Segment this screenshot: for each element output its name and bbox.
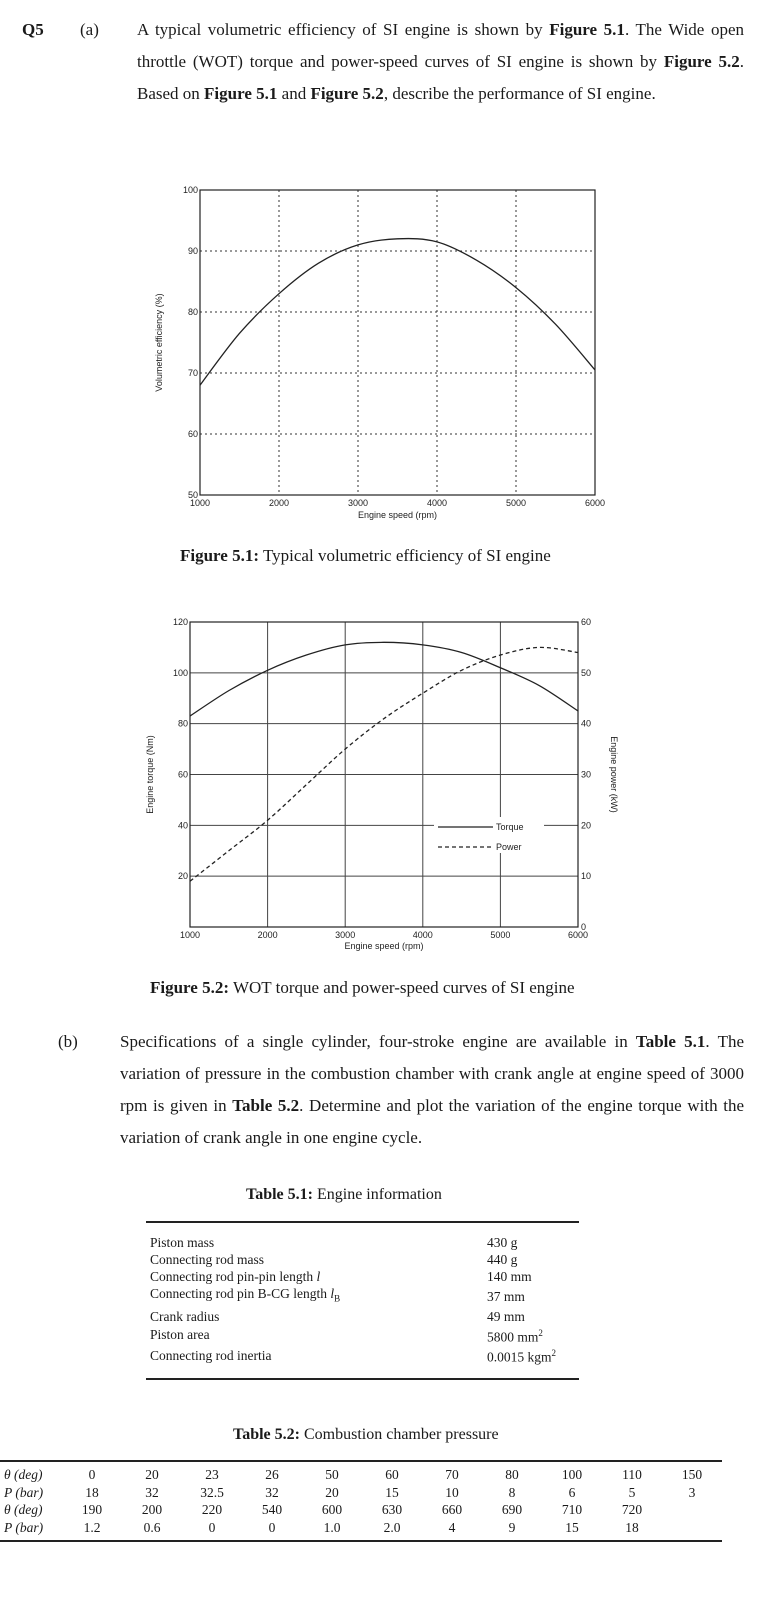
table-row: Connecting rod pin B-CG length $l_B$ 37 mm <box>150 1286 525 1304</box>
table-cell: 23 <box>205 1467 219 1482</box>
table-cell: 18 <box>625 1519 639 1535</box>
x-tick-label: 1000 <box>179 930 201 940</box>
y-tick-label: 90 <box>187 246 198 256</box>
y-tick-label-right: 30 <box>581 769 592 780</box>
table-row: Crank radius 49 mm <box>150 1308 525 1324</box>
table-row <box>4 1519 722 1537</box>
x-axis-label: Engine speed (rpm) <box>344 941 424 951</box>
y-axis-label-left: Engine torque (Nm) <box>145 735 155 814</box>
y-tick-label: 60 <box>187 429 198 439</box>
table-cell: 110 <box>622 1467 642 1482</box>
table-cell: 200 <box>141 1502 163 1517</box>
y-tick-label-right: 10 <box>581 871 592 882</box>
table-cell: 630 <box>381 1502 403 1517</box>
y-tick-label-left: 40 <box>177 820 188 831</box>
x-tick-label: 2000 <box>268 498 290 508</box>
table-cell: 15 <box>565 1519 579 1535</box>
y-tick-label-right: 0 <box>581 922 587 932</box>
row-label: θ (deg) <box>4 1502 43 1517</box>
row-label: P (bar) <box>4 1484 44 1500</box>
table-row: Connecting rod inertia 0.0015 kgm$^2$ <box>150 1347 557 1365</box>
table-cell: 100 <box>561 1467 583 1482</box>
y-tick-label: 100 <box>182 185 198 195</box>
y-tick-label-right: 40 <box>581 718 592 729</box>
table-cell: 26 <box>265 1467 279 1482</box>
figure-5-1-caption: Figure 5.1: Typical volumetric efficiency of SI engine <box>180 546 551 565</box>
table-cell <box>662 1519 722 1537</box>
y-tick-label-left: 20 <box>177 871 188 882</box>
legend-label-torque: Torque <box>496 822 524 832</box>
y-tick-label: 50 <box>187 490 198 500</box>
y-tick-label-left: 100 <box>172 667 188 678</box>
table-row <box>4 1501 722 1519</box>
y-axis-label: Volumetric efficiency (%) <box>154 293 164 392</box>
table-cell: 690 <box>501 1502 523 1517</box>
x-tick-label: 2000 <box>257 930 278 940</box>
y-tick-label: 80 <box>187 307 198 317</box>
series-line-torque <box>190 642 578 716</box>
table-cell: 150 <box>681 1467 703 1482</box>
table-cell: 710 <box>561 1502 583 1517</box>
table-cell: 60 <box>385 1467 399 1482</box>
table-row: Connecting rod pin-pin length l 140 mm <box>150 1269 532 1284</box>
table-cell: 8 <box>508 1484 516 1500</box>
x-tick-label: 6000 <box>584 498 606 508</box>
x-tick-label: 5000 <box>490 930 511 940</box>
x-tick-label: 4000 <box>426 498 448 508</box>
table-5-2 <box>4 1466 722 1536</box>
plot-frame <box>200 190 595 495</box>
table-row <box>4 1484 722 1502</box>
x-tick-label: 3000 <box>335 930 356 940</box>
figure-5-2-plot <box>145 617 619 951</box>
table-5-1-top-rule <box>146 1221 579 1223</box>
y-tick-label-right: 50 <box>581 667 592 678</box>
figure-5-2-chart <box>135 610 635 965</box>
table-row: Connecting rod mass 440 g <box>150 1252 518 1267</box>
table-cell: 5 <box>628 1484 636 1500</box>
table-5-2-caption: Table 5.2: Combustion chamber pressure <box>233 1426 499 1443</box>
table-cell: 4 <box>448 1519 456 1535</box>
figure-5-2-caption: Figure 5.2: WOT torque and power-speed curves of SI engine <box>150 978 575 997</box>
table-cell: 720 <box>621 1502 643 1517</box>
table-cell: 220 <box>201 1502 223 1517</box>
table-cell: 2.0 <box>383 1519 401 1535</box>
part-a-label: (a) <box>80 20 99 39</box>
row-label: θ (deg) <box>4 1467 43 1482</box>
table-cell: 70 <box>445 1467 459 1482</box>
figure-5-1-chart <box>140 180 610 540</box>
x-axis-label: Engine speed (rpm) <box>357 510 438 520</box>
table-cell <box>662 1501 722 1519</box>
table-cell: 190 <box>81 1502 103 1517</box>
x-tick-label: 6000 <box>567 930 589 940</box>
table-cell: 32 <box>265 1484 279 1500</box>
table-cell: 0 <box>268 1519 276 1535</box>
table-cell: 9 <box>508 1519 516 1535</box>
y-axis-label-right: Engine power (kW) <box>609 736 619 813</box>
table-cell: 660 <box>441 1502 463 1517</box>
row-label: P (bar) <box>4 1519 44 1535</box>
table-5-1-caption: Table 5.1: Engine information <box>246 1186 442 1203</box>
table-cell: 1.2 <box>83 1519 101 1535</box>
y-tick-label-right: 60 <box>581 617 592 627</box>
table-cell: 18 <box>85 1484 99 1500</box>
question-number: Q5 <box>22 20 44 39</box>
part-b-label: (b) <box>58 1032 78 1051</box>
legend-label-power: Power <box>496 842 522 852</box>
table-cell: 0 <box>208 1519 216 1535</box>
y-tick-label-left: 120 <box>172 617 188 627</box>
table-5-1 <box>150 1234 575 1366</box>
table-cell: 0.6 <box>143 1519 161 1535</box>
table-cell: 32.5 <box>200 1484 224 1500</box>
table-cell: 32 <box>145 1484 159 1500</box>
y-tick-label: 70 <box>187 368 198 378</box>
table-row: Piston area 5800 $mm^2$ <box>150 1327 543 1345</box>
table-5-2-top-rule <box>0 1460 722 1462</box>
part-b-text: Specifications of a single cylinder, four-stroke engine are available in Table 5.1. The variation of pressure in the combustion chamber with crank angle at engine speed of 3000 rpm is given in Table 5.2. Determine and plot the variation of the engine torque with the variation of crank angle in one engine cycle. <box>120 1032 744 1147</box>
table-cell: 50 <box>325 1467 339 1482</box>
table-cell: 20 <box>325 1484 339 1500</box>
table-cell: 20 <box>145 1467 159 1482</box>
x-tick-label: 4000 <box>412 930 433 940</box>
table-cell: 80 <box>505 1467 519 1482</box>
part-a-text: A typical volumetric efficiency of SI engine is shown by Figure 5.1. The Wide open throttle (WOT) torque and power-speed curves of SI engine is shown by Figure 5.2. Based on Figure 5.1 and Figure 5.2, describe the performance of SI engine. <box>137 20 744 103</box>
x-tick-label: 1000 <box>189 498 211 508</box>
table-cell: 600 <box>321 1502 343 1517</box>
table-cell: 6 <box>568 1484 576 1500</box>
table-row: Piston mass 430 g <box>150 1235 518 1250</box>
figure-5-1-plot <box>154 185 605 520</box>
table-cell: 0 <box>88 1467 96 1482</box>
y-tick-label-right: 20 <box>581 820 592 831</box>
x-tick-label: 3000 <box>347 498 369 508</box>
x-tick-label: 5000 <box>505 498 527 508</box>
table-row <box>4 1466 722 1484</box>
y-tick-label-left: 80 <box>177 718 188 729</box>
table-cell: 540 <box>261 1502 283 1517</box>
table-5-2-bottom-rule <box>0 1540 722 1542</box>
table-cell: 10 <box>445 1484 459 1500</box>
table-cell: 1.0 <box>323 1519 341 1535</box>
table-cell: 15 <box>385 1484 399 1500</box>
table-cell: 3 <box>688 1484 696 1500</box>
table-5-1-bottom-rule <box>146 1378 579 1380</box>
y-tick-label-left: 60 <box>177 769 188 780</box>
